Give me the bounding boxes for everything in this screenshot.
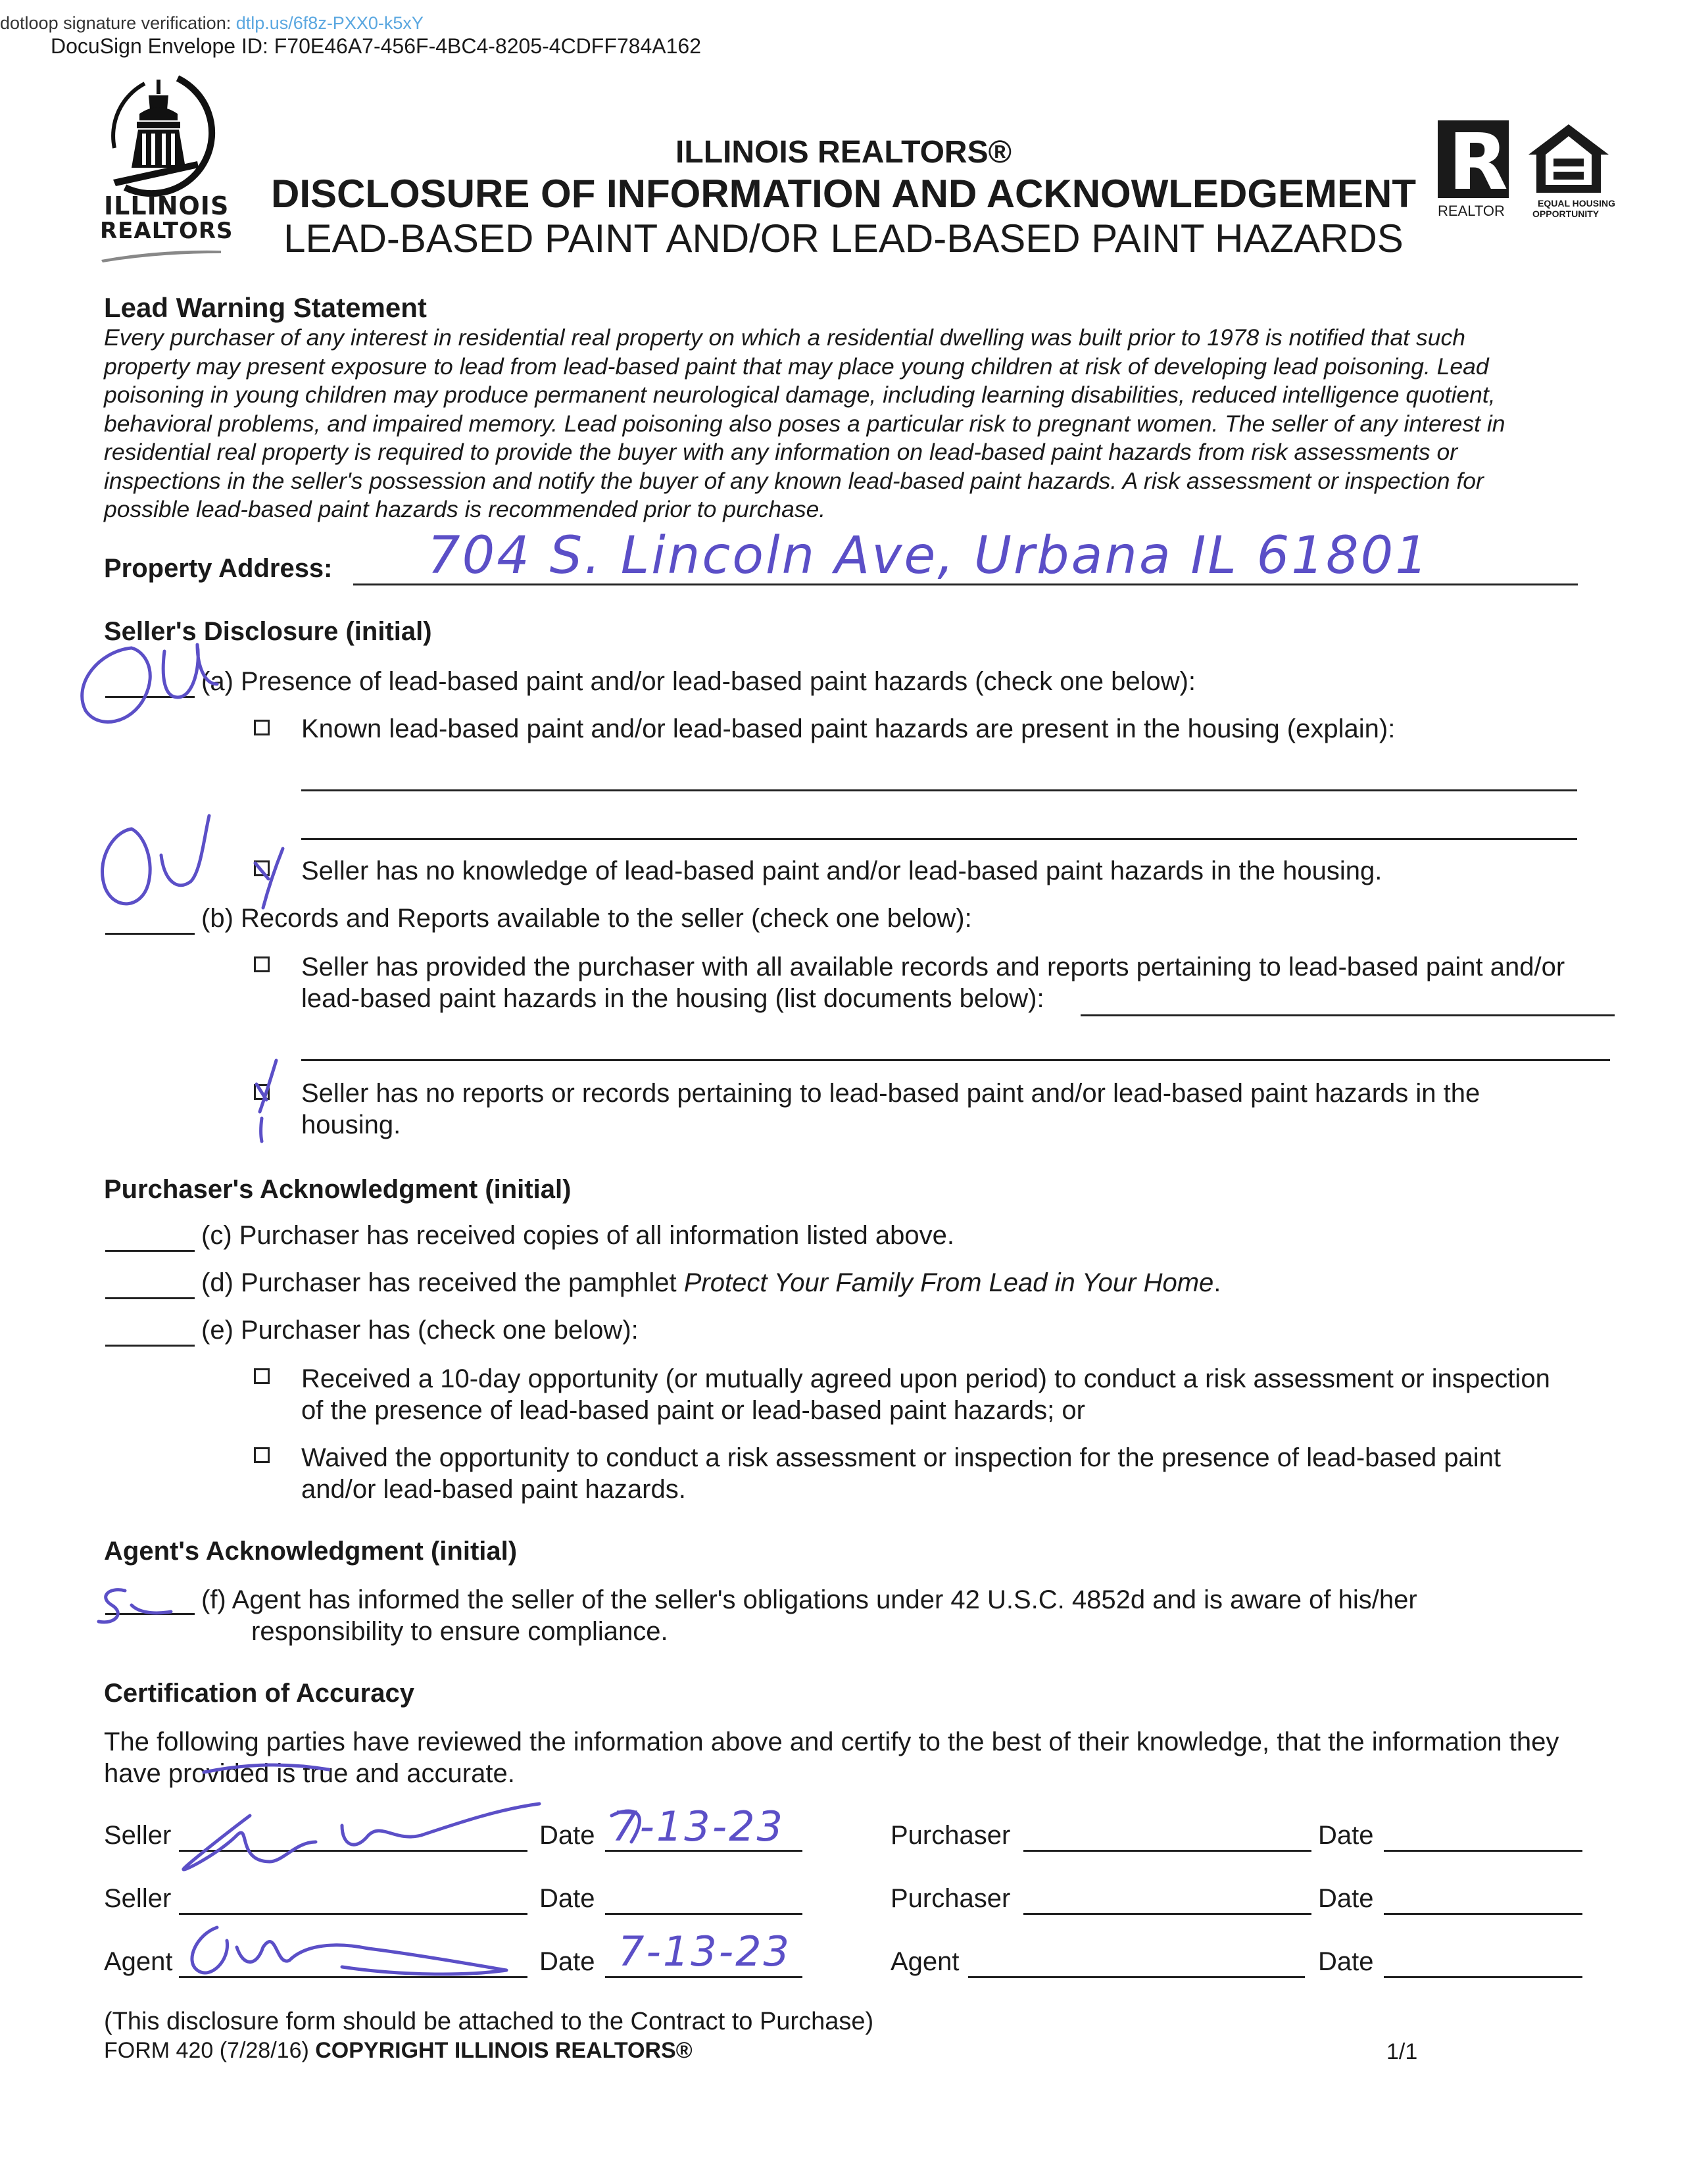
- seller-initial-a-mark: [82, 645, 217, 722]
- property-address-value[interactable]: 704 S. Lincoln Ave, Urbana IL 61801: [428, 526, 1430, 585]
- records-provided-line1: Seller has provided the purchaser with all available records and reports pertaining to lead-based paint and/or: [301, 953, 1565, 981]
- lead-warning-line: property may present exposure to lead from lead-based paint that may place young children at risk of developing lead poisoning. Lead: [104, 353, 1489, 380]
- equal-housing-line2: OPPORTUNITY: [1532, 209, 1600, 219]
- purchaser-c-label: (c) Purchaser has received copies of all information listed above.: [201, 1221, 954, 1250]
- waived-option: [301, 1442, 1615, 1505]
- no-records-checkbox[interactable]: [254, 1084, 270, 1100]
- lead-warning-heading: Lead Warning Statement: [104, 292, 427, 323]
- dotloop-verification: [0, 13, 424, 34]
- purchaser2-date-line[interactable]: [1384, 1913, 1582, 1915]
- seller1-date-value[interactable]: 7-13-23: [612, 1802, 785, 1850]
- agent-signature-mark: [192, 1927, 506, 1974]
- purchaser-d-label: [201, 1268, 1221, 1298]
- purchaser-ack-heading: Purchaser's Acknowledgment (initial): [104, 1175, 572, 1204]
- explain-line-1[interactable]: [301, 789, 1577, 791]
- ten-day-line1: Received a 10-day opportunity (or mutually agreed upon period) to conduct a risk assessment or inspection: [301, 1364, 1550, 1393]
- copyright: COPYRIGHT ILLINOIS REALTORS®: [315, 2038, 693, 2063]
- envelope-id: DocuSign Envelope ID: F70E46A7-456F-4BC4-8205-4CDFF784A162: [51, 34, 701, 58]
- purchaser-initial-c-line[interactable]: [105, 1250, 195, 1252]
- lead-warning-text: [104, 324, 1617, 524]
- title-line2: DISCLOSURE OF INFORMATION AND ACKNOWLEDGEMENT: [270, 172, 1417, 216]
- purchaser1-date-line[interactable]: [1384, 1850, 1582, 1852]
- purchaser1-signature-line[interactable]: [1023, 1850, 1311, 1852]
- seller2-date-label: Date: [539, 1884, 595, 1913]
- certification-heading: Certification of Accuracy: [104, 1679, 414, 1708]
- waived-line2: and/or lead-based paint hazards.: [301, 1475, 686, 1504]
- no-knowledge-check-mark: [255, 849, 283, 908]
- agent2-label: Agent: [891, 1947, 960, 1976]
- purchaser-initial-e-line[interactable]: [105, 1345, 195, 1347]
- agent-date-label: Date: [539, 1947, 595, 1976]
- seller-b-label: (b) Records and Reports available to the seller (check one below):: [201, 904, 972, 933]
- d-label-post: .: [1213, 1268, 1221, 1297]
- seller2-label: Seller: [104, 1884, 172, 1913]
- purchaser2-signature-line[interactable]: [1023, 1913, 1311, 1915]
- realtor-text: REALTOR: [1438, 203, 1505, 219]
- purchaser2-date-label: Date: [1318, 1884, 1374, 1913]
- equal-housing-line1: EQUAL HOUSING: [1538, 198, 1615, 209]
- known-lead-option: Known lead-based paint and/or lead-based paint hazards are present in the housing (explain):: [301, 714, 1396, 743]
- purchaser1-date-label: Date: [1318, 1821, 1374, 1850]
- ten-day-option: [301, 1363, 1615, 1426]
- seller1-signature-line[interactable]: [179, 1850, 527, 1852]
- certification-line2: have provided is true and accurate.: [104, 1759, 515, 1788]
- purchaser-initial-d-line[interactable]: [105, 1297, 195, 1299]
- realtor-r-icon: R: [1438, 120, 1509, 198]
- lead-warning-line: inspections in the seller's possession and notify the buyer of any known lead-based paint hazards. A risk assessment or inspection for: [104, 467, 1484, 494]
- footer-note: (This disclosure form should be attached to the Contract to Purchase): [104, 2008, 874, 2035]
- waived-checkbox[interactable]: [254, 1447, 270, 1463]
- certification-text: [104, 1726, 1617, 1789]
- no-knowledge-checkbox[interactable]: [254, 860, 270, 876]
- ten-day-line2: of the presence of lead-based paint or lead-based paint hazards; or: [301, 1396, 1085, 1425]
- seller-disclosure-heading: Seller's Disclosure (initial): [104, 617, 432, 646]
- ten-day-checkbox[interactable]: [254, 1368, 270, 1384]
- seller-initial-b-mark: [103, 816, 209, 904]
- agent2-signature-line[interactable]: [968, 1976, 1305, 1978]
- explain-line-2[interactable]: [301, 838, 1577, 840]
- agent-label: Agent: [104, 1947, 173, 1976]
- purchaser2-label: Purchaser: [891, 1884, 1011, 1913]
- property-address-label: Property Address:: [104, 554, 333, 583]
- records-provided-line2: lead-based paint hazards in the housing (list documents below):: [301, 984, 1044, 1013]
- agent-f-line2: responsibility to ensure compliance.: [251, 1617, 668, 1646]
- agent-signature-line[interactable]: [179, 1976, 527, 1978]
- agent2-date-line[interactable]: [1384, 1976, 1582, 1978]
- agent-f-line1: (f) Agent has informed the seller of the seller's obligations under 42 U.S.C. 4852d and is aware of his/her: [201, 1585, 1417, 1614]
- seller1-signature-mark: [183, 1804, 539, 1870]
- waived-line1: Waived the opportunity to conduct a risk assessment or inspection for the presence of lead-based paint: [301, 1443, 1501, 1472]
- agent-date-line[interactable]: [605, 1976, 802, 1978]
- seller2-signature-line[interactable]: [179, 1913, 527, 1915]
- agent-initial-f-line[interactable]: [105, 1613, 195, 1615]
- records-provided-checkbox[interactable]: [254, 956, 270, 972]
- seller-initial-b-line[interactable]: [105, 933, 195, 935]
- dotloop-label: dotloop signature verification:: [0, 13, 232, 33]
- lead-warning-line: possible lead-based paint hazards is recommended prior to purchase.: [104, 496, 826, 522]
- seller-initial-a-line[interactable]: [105, 696, 195, 698]
- certification-line1: The following parties have reviewed the information above and certify to the best of their knowledge, that the information they: [104, 1727, 1559, 1756]
- documents-line-1[interactable]: [1081, 1014, 1615, 1016]
- lead-warning-line: Every purchaser of any interest in residential real property on which a residential dwelling was built prior to 1978 is notified that such: [104, 324, 1465, 351]
- agent-initial-f-mark: [99, 1590, 171, 1622]
- agent-f-option: [201, 1584, 1615, 1647]
- title-line1: ILLINOIS REALTORS®: [675, 135, 1012, 170]
- no-records-line1: Seller has no reports or records pertaining to lead-based paint and/or lead-based paint hazards in the: [301, 1079, 1480, 1108]
- known-lead-checkbox[interactable]: [254, 720, 270, 735]
- purchaser1-label: Purchaser: [891, 1821, 1011, 1850]
- no-knowledge-option: Seller has no knowledge of lead-based paint and/or lead-based paint hazards in the housing.: [301, 856, 1382, 885]
- lead-warning-line: behavioral problems, and impaired memory. Lead poisoning also poses a particular risk to pregnant women. The seller of any interest in: [104, 410, 1505, 437]
- dotloop-link[interactable]: dtlp.us/6f8z-PXX0-k5xY: [235, 13, 424, 33]
- logo-line1: ILLINOIS: [104, 191, 230, 220]
- seller2-date-line[interactable]: [605, 1913, 802, 1915]
- seller-a-label: (a) Presence of lead-based paint and/or lead-based paint hazards (check one below):: [201, 667, 1196, 696]
- agent2-date-label: Date: [1318, 1947, 1374, 1976]
- no-records-line2: housing.: [301, 1110, 401, 1139]
- lead-warning-line: poisoning in young children may produce permanent neurological damage, including learning disabilities, reduced intelligence quotient,: [104, 382, 1496, 408]
- pamphlet-title: Protect Your Family From Lead in Your Home: [683, 1268, 1214, 1297]
- logo-line2: REALTORS: [100, 218, 233, 244]
- no-records-check-mark: [257, 1060, 276, 1141]
- agent-date-value[interactable]: 7-13-23: [618, 1927, 791, 1975]
- agent-ack-heading: Agent's Acknowledgment (initial): [104, 1537, 518, 1566]
- lead-warning-line: residential real property is required to provide the buyer with any information on lead-based paint hazards from risk assessments or: [104, 439, 1458, 465]
- form-number: FORM 420 (7/28/16): [104, 2038, 316, 2063]
- title-line3: LEAD-BASED PAINT AND/OR LEAD-BASED PAINT HAZARDS: [283, 216, 1404, 261]
- d-label-pre: (d) Purchaser has received the pamphlet: [201, 1268, 684, 1297]
- documents-line-2[interactable]: [301, 1059, 1610, 1061]
- page-number: 1/1: [1386, 2039, 1418, 2064]
- seller1-date-label: Date: [539, 1821, 595, 1850]
- seller1-label: Seller: [104, 1821, 172, 1850]
- footer-form: [104, 2038, 693, 2064]
- purchaser-e-label: (e) Purchaser has (check one below):: [201, 1316, 639, 1345]
